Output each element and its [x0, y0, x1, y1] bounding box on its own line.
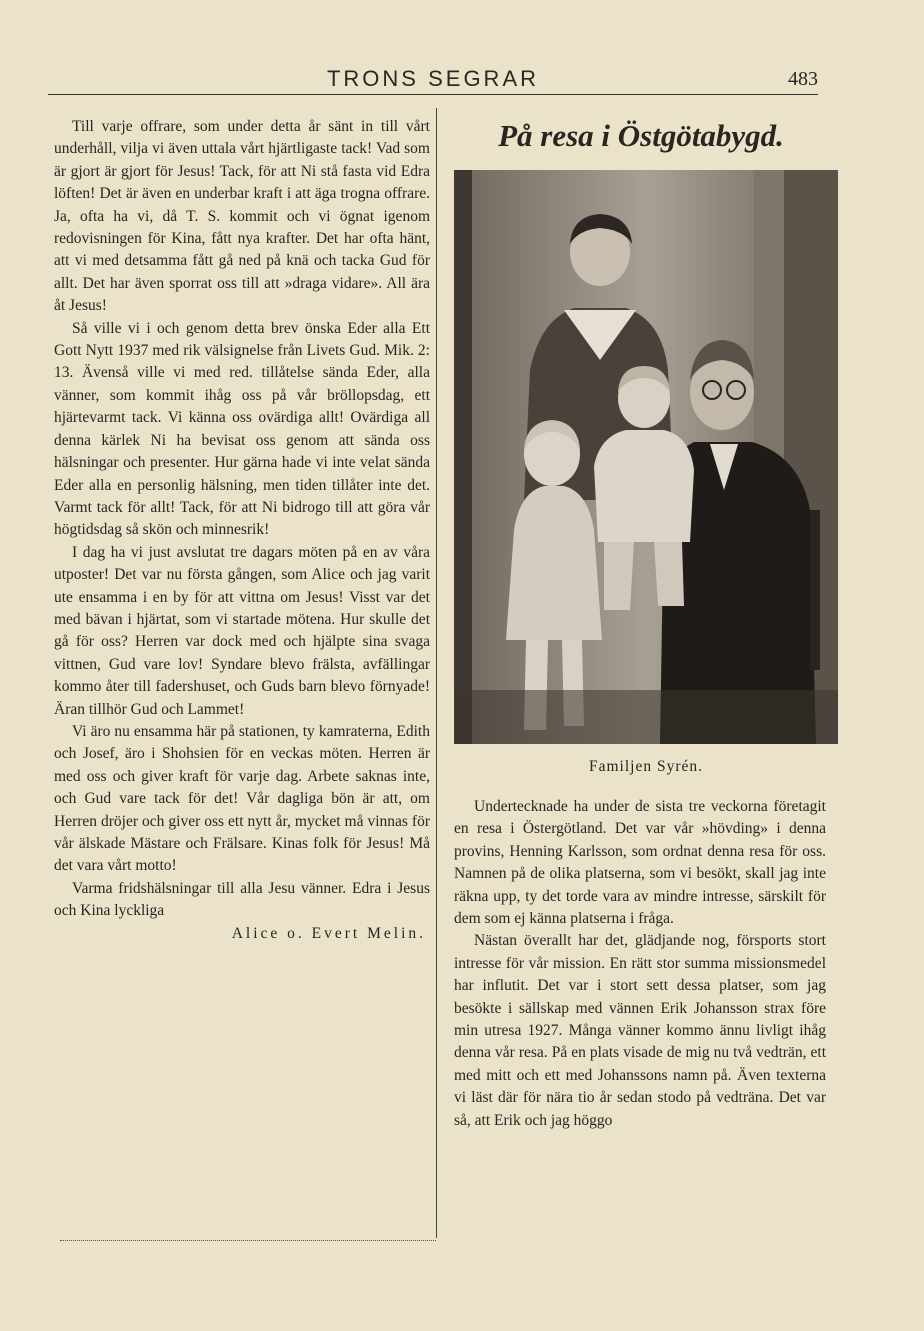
letter-signature: Alice o. Evert Melin.	[231, 924, 426, 942]
article-body	[454, 796, 826, 1132]
letter-paragraph: Så ville vi i och genom detta brev önska Eder alla Ett Gott Nytt 1937 med rik välsignelse från Livets Gud. Mik. 2: 13. Ävenså ville vi med red. tillåtelse sända Eder, alla vänner, som kommit ihåg oss på vår bröllopsdag, ett hjärtevarmt tack. Vi känna oss ovärdiga allt! Ovärdiga all denna kärlek Ni ha bevisat oss genom att sända oss hälsningar och presenter. Hur gärna hade vi inte velat sända Eder alla en personlig hälsning, men tiden tillåter inte det. Varmt tack för allt! Tack, för att Ni bidrogo till att göra vår högtidsdag så skön och minnesrik!	[54, 319, 430, 539]
letter-greeting: Varma fridshälsningar till alla Jesu vänner. Edra i Jesus och Kina lyckliga	[54, 879, 430, 920]
column-divider	[436, 108, 437, 1238]
article-title: På resa i Östgötabygd.	[498, 118, 784, 153]
photo-caption: Familjen Syrén.	[588, 758, 704, 775]
family-photo	[454, 170, 838, 744]
letter-paragraph: I dag ha vi just avslutat tre dagars möten på en av våra utposter! Det var nu första gången, som Alice och jag varit ute ensamma i en by för att vittna om Jesus! Visst var det med bävan i hjärtat, som vi startade mötena. Hur skulle det gå för oss? Herren var dock med och hjälpte sina svaga vittnen, Gud vare lov! Syndare blevo frälsta, avfällingar kommo åter till fadershuset, och Guds barn blevo förnyade! Äran tillhör Gud och Lammet!	[54, 543, 430, 718]
article-paragraph: Nästan överallt har det, glädjande nog, försports stort intresse för vår mission. En rätt stor summa missionsmedel har influtit. Det var i stort sett dessa platser, som jag besökte i sällskap med vännen Erik Johansson strax före min utresa 1927. Många vänner kommo ännu livligt ihåg denna vår resa. På en plats visade de mig nu två vedträn, ett med mitt och ett med Johanssons namn på. Även texterna vi läst där för nära tio år sedan stodo på vedträna. Det var så, att Erik och jag höggo	[454, 932, 826, 1129]
article-paragraph: Undertecknade ha under de sista tre veckorna företagit en resa i Östergötland. Det var vår »hövding» i denna provins, Henning Karlsson, som ordnat denna resa för oss. Namnen på de olika platserna, som vi besökt, skall jag inte räkna upp, ty det torde vara av mindre intresse, särskilt för dem som ej känna platserna i fråga.	[454, 798, 826, 928]
end-rule	[60, 1240, 436, 1241]
letter-paragraph: Till varje offrare, som under detta år sänt in till vårt underhåll, vilja vi även uttala vårt hjärtligaste tack! Vad som är gjort är gjort för Jesus! Tack, för att Ni stå fasta vid Edra löften! Det är även en underbar kraft i att äga trogna offrare. Ja, ofta ha vi, då T. S. kommit och vi ögnat igenom redovisningen för Kina, fått nya krafter. Det har ofta hänt, att vi med detsamma fått gå ned på knä och tacka Gud för allt. Det har även sporrat oss till att »draga vidare». All ära åt Jesus!	[54, 118, 430, 315]
page-header	[48, 64, 818, 95]
page-number: 483	[788, 68, 818, 90]
running-title: TRONS SEGRAR	[326, 66, 540, 91]
letter-column	[54, 116, 430, 945]
letter-paragraph: Vi äro nu ensamma här på stationen, ty kamraterna, Edith och Josef, äro i Shohsien för en veckas möten. Herren är med oss och giver kraft för varje dag. Arbete saknas inte, och Gud vare tack för det! Vår dagliga bön är att, om Herren dröjer och giver oss ett nytt år, mycket må vinnas för vår älskade Mästare och Frälsare. Kinas folk för Jesus! Må det vara vårt motto!	[54, 722, 430, 875]
